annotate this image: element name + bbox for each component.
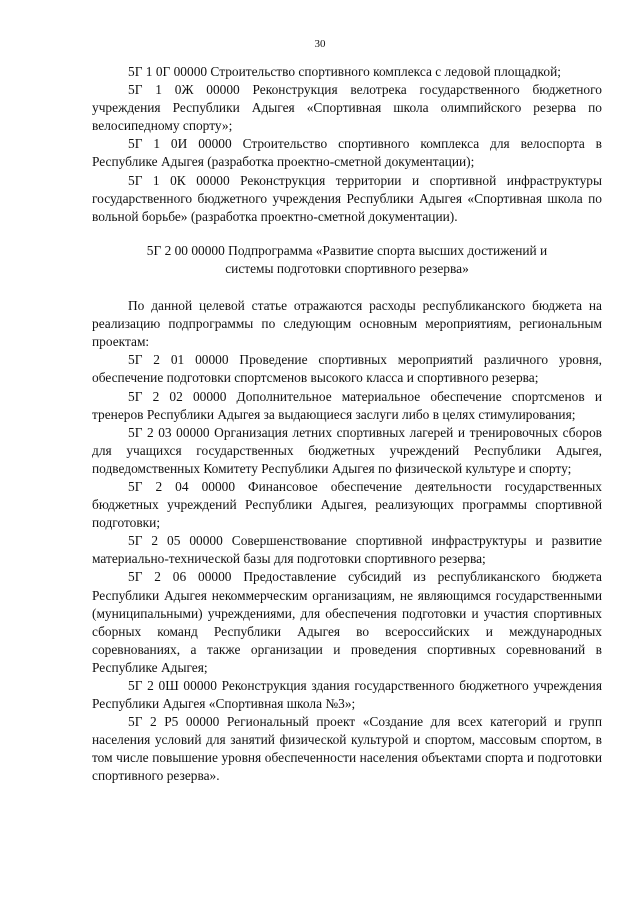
paragraph-5g-1-0i: 5Г 1 0И 00000 Строительство спортивного комплекса для велоспорта в Республике Адыгея (разработка проектно-сметной документации); [92, 136, 602, 170]
paragraph-5g-2-r5: 5Г 2 Р5 00000 Региональный проект «Создание для всех категорий и групп населения условий для занятий физической культурой и спортом, массовым спортом, в том числе повышение уровня обеспеченности населения объектами спорта и подготовки спортивного резерва». [92, 714, 602, 784]
paragraph-5g-2-04: 5Г 2 04 00000 Финансовое обеспечение деятельности государственных бюджетных учреждений Республики Адыгея, реализующих программы спортивной подготовки; [92, 478, 602, 531]
subprogram-heading: 5Г 2 00 00000 Подпрограмма «Развитие спорта высших достижений и системы подготовки спортивного резерва» [146, 242, 548, 276]
paragraph-intro: По данной целевой статье отражаются расходы республиканского бюджета на реализацию подпрограммы по следующим основным мероприятиям, региональным проектам: [92, 298, 602, 350]
paragraph-5g-2-02: 5Г 2 02 00000 Дополнительное материальное обеспечение спортсменов и тренеров Республики Адыгея за выдающиеся заслуги либо в целях стимулирования; [92, 388, 602, 422]
paragraph-5g-2-05: 5Г 2 05 00000 Совершенствование спортивной инфраструктуры и развитие материально-технической базы для подготовки спортивного резерва; [92, 533, 602, 567]
paragraph-5g-1-0g: 5Г 1 0Г 00000 Строительство спортивного комплекса с ледовой площадкой; [128, 64, 561, 79]
paragraph-5g-2-06: 5Г 2 06 00000 Предоставление субсидий из республиканского бюджета Республики Адыгея некоммерческим организациям, не являющимся государственными (муниципальными) учреждениями, для обеспечения подготовки и участия спортивных сборных команд Республики Адыгея во всероссийских и международных соревнованиях, а также организации и проведения спортивных соревнований в Республике Адыгея; [92, 569, 602, 675]
paragraph-5g-1-0zh: 5Г 1 0Ж 00000 Реконструкция велотрека государственного бюджетного учреждения Республики Адыгея «Спортивная школа олимпийского резерва по велосипедному спорту»; [92, 82, 602, 134]
page-number: 30 [314, 38, 326, 50]
paragraph-5g-2-01: 5Г 2 01 00000 Проведение спортивных мероприятий различного уровня, обеспечение подготовки спортсменов высокого класса и спортивного резерва; [92, 352, 602, 386]
paragraph-5g-2-0sh: 5Г 2 0Ш 00000 Реконструкция здания государственного бюджетного учреждения Республики Адыгея «Спортивная школа №3»; [92, 678, 602, 712]
document-body [92, 63, 602, 786]
paragraph-5g-1-0k: 5Г 1 0К 00000 Реконструкция территории и спортивной инфраструктуры государственного бюджетного учреждения Республики Адыгея «Спортивная школа по вольной борьбе» (разработка проектно-сметной документации). [92, 172, 602, 224]
paragraph-5g-2-03: 5Г 2 03 00000 Организация летних спортивных лагерей и тренировочных сборов для учащихся государственных бюджетных учреждений Республики Адыгея, подведомственных Комитету Республики Адыгея по физической культуре и спорту; [92, 424, 602, 476]
